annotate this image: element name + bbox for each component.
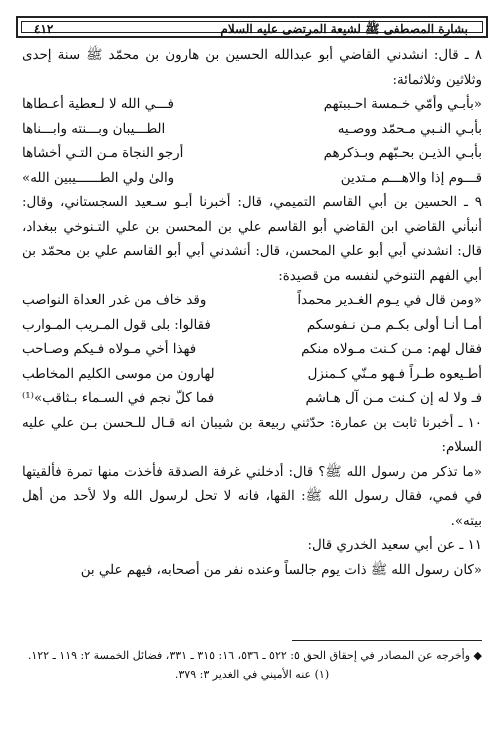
hemistich-second: فهذا أخي مـولاه فـيكم وصـاحب xyxy=(22,342,197,357)
paragraph-10: ١٠ ـ أخبرنا ثابت بن عمارة: حدّثني ربيعة بن شيبان انه قـال للـحسن بـن علي عليه السلام: xyxy=(22,415,482,455)
hemistich-first: «ومن قال في يـوم الغـدير محمداً xyxy=(297,293,482,308)
poem-2-verse xyxy=(22,338,482,363)
hemistich-second: الطـــيبان وبـــنته وابـــناها xyxy=(22,121,166,137)
footnote-separator xyxy=(292,640,482,641)
hemistich-first: فـ ولا له إن كـنت مـن آل هـاشم xyxy=(305,391,482,406)
poem-2-verse xyxy=(22,387,482,412)
hemistich-second: فما كلّ نجم في السـماء بـثاقب»⁽¹⁾ xyxy=(22,391,215,406)
poem-2-verse xyxy=(22,314,482,339)
paragraph-9: ٩ ـ الحسين بن أبي القاسم التميمي، قال: أخبرنا أبـو سـعيد السجستاني، وقال: أنبأني القاضي ابن القاضي أبو القاسم علي بن المحسن بن علي التـنوخي ببغداد، قال: انشدني أبي أبو علي المحسن، قال: أنشدني أبي أبو القاسم علي بن محمّد بن أبي الفهم التنوخي لنفسه من قصيدة: xyxy=(22,195,482,284)
hemistich-second: فـــي الله لا لـعطية أعـطاها xyxy=(22,97,174,112)
paragraph-8: ٨ ـ قال: انشدني القاضي أبو عبدالله الحسين بن هارون بن محمّد ﷺ سنة إحدى وثلاثين وثلاثمائة: xyxy=(22,48,482,88)
running-header-title: بشارة المصطفى ﷺ لشيعة المرتضى عليه السلام xyxy=(220,22,468,36)
page-number: ٤١٢ xyxy=(34,22,54,36)
poem-1-verse xyxy=(22,93,482,118)
hemistich-second: أرجو النجاة مـن التـي أخشاها xyxy=(22,146,184,161)
footnote-1: (١) عنه الأميني في الغدير ٣: ٣٧٩. xyxy=(174,668,330,681)
poem-1 xyxy=(22,93,482,191)
paragraph-10-quote: «ما تذكر من رسول الله ﷺ؟ قال: أدخلني غرفة الصدقة فأخذت منها تمرة فألقيتها في فمي، فقال رسول الله ﷺ: القها، فانه لا تحل لرسول الله ولا لأحد من أهل بيته». xyxy=(22,464,482,529)
hemistich-second: وقد خاف من غدر العداة النواصب xyxy=(22,293,207,308)
hemistich-second: لهارون من موسى الكليم المخاطب xyxy=(22,366,215,382)
hemistich-first: أمـا أنـا أولى بكـم مـن نـفوسكم xyxy=(306,317,482,333)
footnotes xyxy=(22,646,482,684)
paragraph-11: ١١ ـ عن أبي سعيد الخدري قال: xyxy=(307,538,482,553)
paragraph-11-quote: «كان رسول الله ﷺ ذات يوم جالساً وعنده نفر من أصحابه، فيهم علي بن xyxy=(80,562,482,578)
poem-2 xyxy=(22,289,482,412)
hemistich-first: قـــوم إذا والاهـــم مـتدين xyxy=(340,170,482,186)
hemistich-second: والىٰ ولي الطــــــيبين الله» xyxy=(22,170,175,186)
main-text xyxy=(22,44,482,583)
hemistich-first: «بأبـي وأمّي خـمسة احـببتهم xyxy=(323,97,482,112)
hemistich-second: فقالوا: بلى قول المـريب المـوارب xyxy=(22,317,211,333)
footnote-star: ◆ وأخرجه عن المصادر في إحقاق الحق ٥: ٥٢٢ ـ ٥٣٦، ١٦: ٣١٥ ـ ٣٣١، فضائل الخمسة ٢: ١١٩ ـ ١٢٢. xyxy=(27,649,482,662)
hemistich-first: بأبـي النـبي مـحمّد ووصـيه xyxy=(337,121,482,137)
running-header xyxy=(16,16,488,38)
poem-1-verse xyxy=(22,167,482,192)
hemistich-first: فقال لهم: مـن كـنت مـولاه منكم xyxy=(301,342,482,357)
poem-2-verse xyxy=(22,289,482,314)
poem-1-verse xyxy=(22,118,482,143)
hemistich-first: بأبـي الذيـن بحـبّهم وبـذكرهم xyxy=(323,146,482,161)
poem-1-verse xyxy=(22,142,482,167)
header-inner-frame xyxy=(21,21,483,36)
hemistich-first: أطـيعوه طـراً فـهو مـنّي كـمنزل xyxy=(307,366,482,382)
poem-2-verse xyxy=(22,363,482,388)
